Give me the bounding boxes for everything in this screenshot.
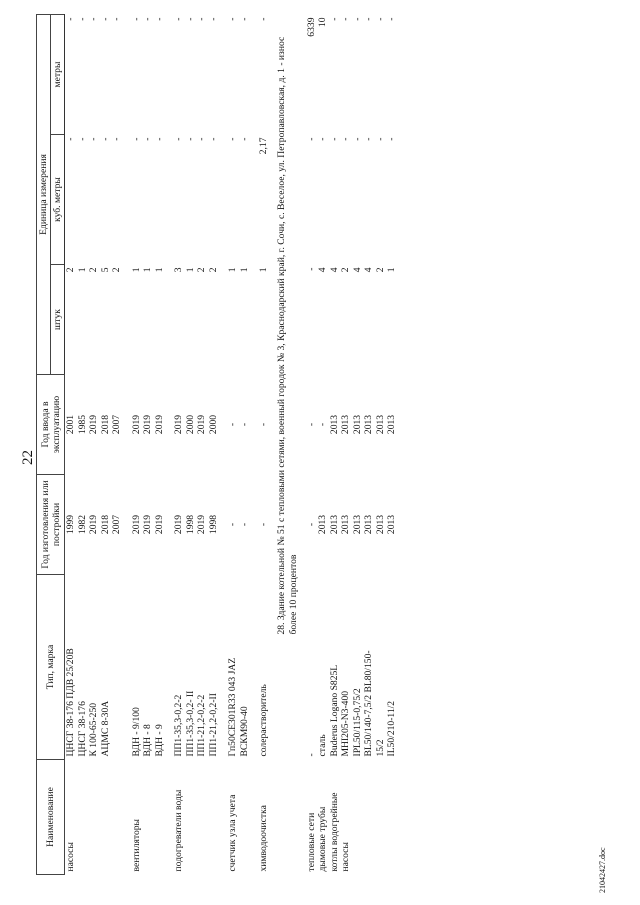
page-number: 22 <box>20 450 36 465</box>
cell-meters: - <box>238 17 250 21</box>
cell-type: МНI205-N3-400 <box>340 690 352 757</box>
cell-cubic: - <box>351 137 363 141</box>
cell-year-commission: 2013 <box>363 414 375 435</box>
cell-name: насосы <box>65 842 77 872</box>
cell-year-made: 2013 <box>340 514 352 535</box>
table-body-section-28 <box>306 15 398 875</box>
cell-pcs: 1 <box>238 267 250 273</box>
cell-meters: - <box>99 17 111 21</box>
cell-cubic: - <box>363 137 375 141</box>
cell-year-commission: - <box>258 422 270 427</box>
cell-year-commission: 2019 <box>196 414 208 435</box>
cell-year-commission: 2013 <box>386 414 398 435</box>
cell-cubic: - <box>317 137 329 141</box>
table-row <box>208 15 220 875</box>
cell-year-made: 2013 <box>328 514 340 535</box>
cell-cubic: - <box>238 137 250 141</box>
table-row <box>196 15 208 875</box>
table-row <box>131 15 143 875</box>
cell-meters: - <box>88 17 100 21</box>
cell-meters: - <box>173 17 185 21</box>
table-row <box>111 15 123 875</box>
cell-pcs: 1 <box>258 267 270 273</box>
cell-type: ПП1-35,3-0,2-2 <box>173 694 185 757</box>
cell-year-made: 1998 <box>207 514 219 535</box>
cell-type: IL50/210-11/2 <box>386 700 398 757</box>
cell-year-commission: 2007 <box>111 414 123 435</box>
section-title: 28. Здание котельной № 51 с тепловыми сетями, военный городок № 3, Краснодарский край, г. Сочи, с. Веселое, ул. Петропавловская, д. 1 - износ более 10 процентов <box>275 36 299 635</box>
cell-pcs: 2 <box>88 267 100 273</box>
cell-year-made: 2019 <box>173 514 185 535</box>
cell-type: ЦНСГ 38-176 ПДВ 25/20В <box>65 648 77 757</box>
cell-cubic: - <box>196 137 208 141</box>
cell-year-made: 2013 <box>351 514 363 535</box>
cell-year-commission: 2019 <box>173 414 185 435</box>
cell-meters: - <box>207 17 219 21</box>
cell-name: вентиляторы <box>130 819 142 872</box>
cell-year-made: 2019 <box>196 514 208 535</box>
row-spacer <box>123 15 131 875</box>
cell-pcs: 4 <box>351 267 363 273</box>
cell-meters: - <box>196 17 208 21</box>
cell-meters: - <box>153 17 165 21</box>
cell-name <box>77 760 89 875</box>
cell-year-commission: 2001 <box>65 414 77 435</box>
cell-meters: - <box>111 17 123 21</box>
cell-year-commission: - <box>227 422 239 427</box>
cell-year-made: - <box>305 522 317 527</box>
cell-pcs: - <box>305 267 317 271</box>
cell-type: ВСКМ90-40 <box>238 706 250 757</box>
cell-name: счетчик узла учета <box>227 794 239 872</box>
cell-pcs: 4 <box>317 267 329 273</box>
cell-pcs: 1 <box>76 267 88 273</box>
cell-name: тепловые сети <box>305 812 317 872</box>
cell-pcs: 2 <box>374 267 386 273</box>
cell-pcs: 2 <box>111 267 123 273</box>
cell-cubic: - <box>153 137 165 141</box>
cell-year-commission: 2018 <box>99 414 111 435</box>
cell-type <box>111 575 123 760</box>
cell-year-made: 1982 <box>76 514 88 535</box>
header-pcs: штук <box>51 265 65 375</box>
cell-type: ПП1-35,3-0,2- II <box>184 690 196 757</box>
cell-type: ВДН - 8 <box>142 724 154 757</box>
cell-pcs: 4 <box>328 267 340 273</box>
cell-cubic: - <box>305 137 317 141</box>
header-year-made: Год изготовления или постройки <box>37 475 65 575</box>
cell-cubic: 2,17 <box>258 137 270 155</box>
cell-type: солерастворитель <box>258 684 270 757</box>
cell-name: химводоочистка <box>258 805 270 872</box>
cell-year-commission: 2000 <box>184 414 196 435</box>
cell-cubic: - <box>65 137 77 141</box>
equipment-table <box>36 14 398 875</box>
cell-year-commission: 2019 <box>130 414 142 435</box>
cell-pcs: 1 <box>142 267 154 273</box>
cell-name <box>375 760 387 875</box>
cell-name <box>111 760 123 875</box>
cell-meters: - <box>184 17 196 21</box>
cell-year-made: 2013 <box>363 514 375 535</box>
cell-name <box>363 760 375 875</box>
cell-meters: - <box>386 17 398 21</box>
cell-type: - <box>305 753 317 757</box>
cell-cubic: - <box>328 137 340 141</box>
cell-cubic: - <box>386 137 398 141</box>
cell-meters: 10 <box>317 17 329 28</box>
cell-meters: - <box>130 17 142 21</box>
cell-cubic: - <box>207 137 219 141</box>
cell-cubic: - <box>184 137 196 141</box>
cell-pcs: 1 <box>130 267 142 273</box>
cell-type: сталь <box>317 734 329 757</box>
cell-meters: - <box>142 17 154 21</box>
table-row <box>258 15 270 875</box>
cell-cubic: - <box>340 137 352 141</box>
cell-type: Гп50СЕ301R33 043 JAZ <box>227 657 239 757</box>
cell-meters: - <box>328 17 340 21</box>
cell-year-commission: - <box>238 422 250 427</box>
table-row <box>363 15 375 875</box>
cell-year-made: 2013 <box>317 514 329 535</box>
cell-cubic: - <box>76 137 88 141</box>
cell-type: ВДН - 9 <box>153 724 165 757</box>
table-row <box>100 15 112 875</box>
table-row <box>65 15 77 875</box>
cell-meters: - <box>227 17 239 21</box>
cell-meters: - <box>363 17 375 21</box>
cell-type: BL50/140-7,5/2 BL80/150- <box>363 650 375 757</box>
cell-name <box>154 760 166 875</box>
cell-cubic: - <box>227 137 239 141</box>
cell-year-commission: 2013 <box>328 414 340 435</box>
cell-year-made: - <box>258 522 270 527</box>
cell-cubic: - <box>99 137 111 141</box>
cell-year-made: 2019 <box>142 514 154 535</box>
section-28 <box>270 15 306 875</box>
header-type: Тип, марка <box>37 575 65 760</box>
cell-name <box>196 760 208 875</box>
cell-year-made: 1998 <box>184 514 196 535</box>
cell-year-made: 2007 <box>111 514 123 535</box>
cell-year-commission: 2000 <box>207 414 219 435</box>
table-row <box>352 15 364 875</box>
header-name: Наименование <box>37 760 65 875</box>
cell-pcs: 1 <box>227 267 239 273</box>
header-unit-group: Единица измерения <box>37 15 51 375</box>
cell-type: ВДН - 9/100 <box>130 707 142 757</box>
cell-pcs: 2 <box>207 267 219 273</box>
cell-name: дымовые трубы <box>317 806 329 872</box>
table-row <box>88 15 100 875</box>
cell-year-commission: - <box>317 422 329 427</box>
cell-name <box>208 760 220 875</box>
cell-year-commission: 2013 <box>374 414 386 435</box>
cell-type: ЦНСГ 38-176 <box>76 701 88 757</box>
cell-year-made: 2018 <box>99 514 111 535</box>
cell-pcs: 4 <box>363 267 375 273</box>
doc-file-label: 21042427.doc <box>598 847 607 893</box>
cell-meters: - <box>76 17 88 21</box>
cell-pcs: 3 <box>173 267 185 273</box>
cell-type: ПП1-21,2-0,2-II <box>207 693 219 757</box>
cell-year-commission: 2019 <box>88 414 100 435</box>
cell-year-made: 2013 <box>386 514 398 535</box>
table-row <box>239 15 251 875</box>
cell-meters: - <box>351 17 363 21</box>
cell-year-made: 2019 <box>153 514 165 535</box>
table-row <box>375 15 387 875</box>
cell-year-commission: - <box>305 422 317 427</box>
cell-year-commission: 2013 <box>351 414 363 435</box>
cell-meters: 6339 <box>305 17 317 37</box>
cell-name <box>386 760 398 875</box>
cell-year-made: 2019 <box>130 514 142 535</box>
cell-cubic: - <box>130 137 142 141</box>
row-spacer <box>165 15 173 875</box>
table-row <box>142 15 154 875</box>
cell-name <box>185 760 197 875</box>
cell-meters: - <box>65 17 77 21</box>
table-body-main <box>65 15 270 875</box>
cell-type: IPL50/115-0,75/2 <box>351 688 363 757</box>
cell-name: котлы водогрейные <box>328 792 340 872</box>
cell-type: АЦМС 8-30А <box>99 700 111 757</box>
header-year-commission: Год ввода в эксплуатацию <box>37 375 65 475</box>
cell-cubic: - <box>111 137 123 141</box>
cell-type: 15/2 <box>374 739 386 757</box>
cell-year-made: 2013 <box>374 514 386 535</box>
cell-cubic: - <box>173 137 185 141</box>
cell-name <box>100 760 112 875</box>
table-row <box>317 15 329 875</box>
cell-name <box>352 760 364 875</box>
cell-year-commission: 1985 <box>76 414 88 435</box>
table-row <box>154 15 166 875</box>
cell-cubic: - <box>88 137 100 141</box>
cell-cubic: - <box>142 137 154 141</box>
header-cubic: куб. метры <box>51 135 65 265</box>
cell-pcs: 1 <box>184 267 196 273</box>
table-row <box>227 15 239 875</box>
cell-cubic: - <box>374 137 386 141</box>
table-row <box>306 15 318 875</box>
table-row <box>173 15 185 875</box>
cell-name <box>88 760 100 875</box>
cell-type: Buderus Logano S825L <box>328 664 340 757</box>
table-row <box>340 15 352 875</box>
table-row <box>329 15 341 875</box>
cell-year-made: 1999 <box>65 514 77 535</box>
cell-name: подогреватели воды <box>173 789 185 872</box>
cell-year-made: - <box>238 522 250 527</box>
cell-name: насосы <box>340 842 352 872</box>
cell-name <box>142 760 154 875</box>
table-row <box>386 15 398 875</box>
cell-year-commission: 2019 <box>153 414 165 435</box>
cell-pcs: 1 <box>386 267 398 273</box>
cell-year-commission: 2013 <box>340 414 352 435</box>
cell-year-commission: 2019 <box>142 414 154 435</box>
cell-year-made: 2019 <box>88 514 100 535</box>
cell-year-made: - <box>227 522 239 527</box>
cell-pcs: 2 <box>65 267 77 273</box>
cell-type: ПП1-21,2-0,2-2 <box>196 694 208 757</box>
cell-pcs: 2 <box>196 267 208 273</box>
row-spacer <box>250 15 258 875</box>
cell-type: К 100-65-250 <box>88 702 100 757</box>
table-row <box>77 15 89 875</box>
cell-name <box>239 760 251 875</box>
cell-pcs: 5 <box>99 267 111 273</box>
header-meters: метры <box>51 15 65 135</box>
row-spacer <box>219 15 227 875</box>
cell-meters: - <box>258 17 270 21</box>
cell-meters: - <box>374 17 386 21</box>
cell-meters: - <box>340 17 352 21</box>
cell-pcs: 1 <box>153 267 165 273</box>
table-row <box>185 15 197 875</box>
cell-pcs: 2 <box>340 267 352 273</box>
